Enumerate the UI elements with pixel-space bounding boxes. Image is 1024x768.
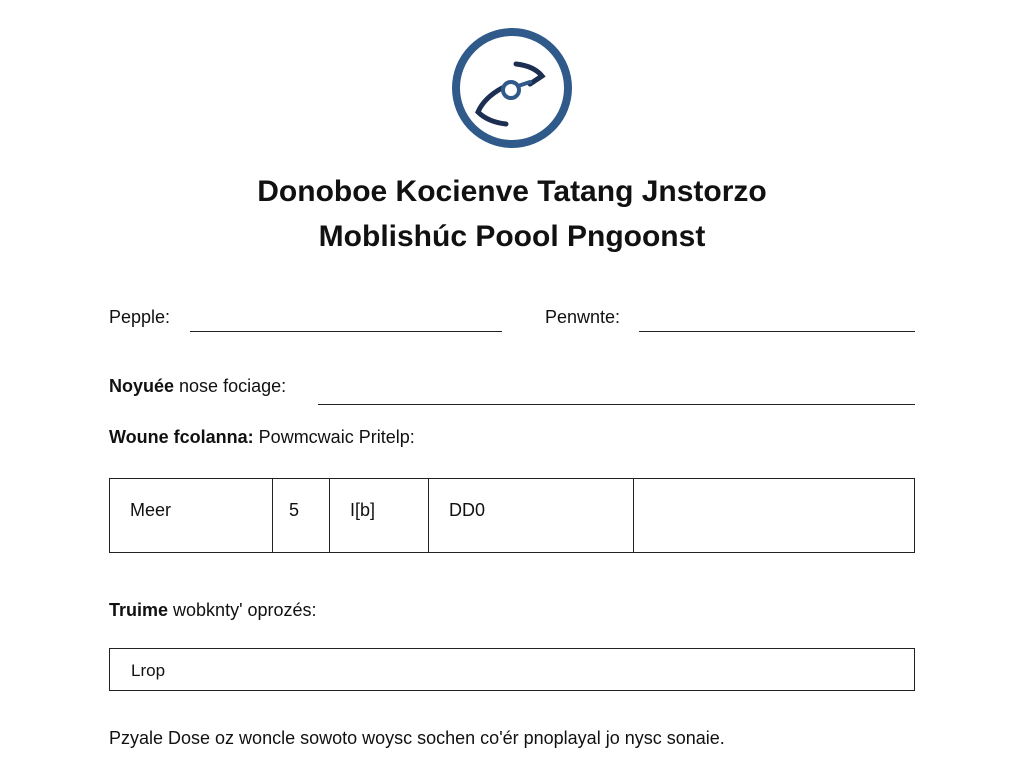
table-row (110, 479, 915, 553)
table-cell: Meer (110, 479, 273, 553)
logo (450, 26, 574, 150)
noyuee-field[interactable] (318, 404, 915, 405)
table-cell: 5 (273, 479, 330, 553)
truime-label-bold: Truime (109, 600, 169, 620)
truime-input-value: Lrop (131, 661, 166, 680)
table-cell: I[b] (330, 479, 429, 553)
noyuee-label-rest: nose fociage: (174, 376, 287, 396)
noyuee-label (109, 375, 286, 397)
people-field[interactable] (190, 331, 502, 332)
disc-icon (450, 26, 574, 150)
noyuee-label-bold: Noyuée (109, 376, 175, 396)
truime-label (109, 599, 317, 621)
woune-value: Powmcwaic Pritelp: (253, 427, 415, 447)
woune-row (109, 426, 415, 448)
table-cell (634, 479, 915, 553)
people-label: Pepple: (109, 307, 171, 327)
truime-input[interactable] (109, 648, 915, 691)
penwnte-label: Penwnte: (545, 307, 621, 327)
title-line-1: Donoboe Kocienve Tatang Jnstorzo (257, 175, 767, 208)
truime-label-rest: wobknty' oprozés: (168, 600, 317, 620)
table-cell: DD0 (429, 479, 634, 553)
title-line-2: Moblishúc Poool Pngoonst (318, 220, 706, 253)
penwnte-field[interactable] (639, 331, 915, 332)
woune-label: Woune fcolanna: (109, 427, 254, 447)
footer-text: Pzyale Dose oz woncle sowoto woysc sochen co'ér pnoplayal jo nysc sonaie. (109, 728, 725, 748)
data-table (109, 478, 915, 553)
